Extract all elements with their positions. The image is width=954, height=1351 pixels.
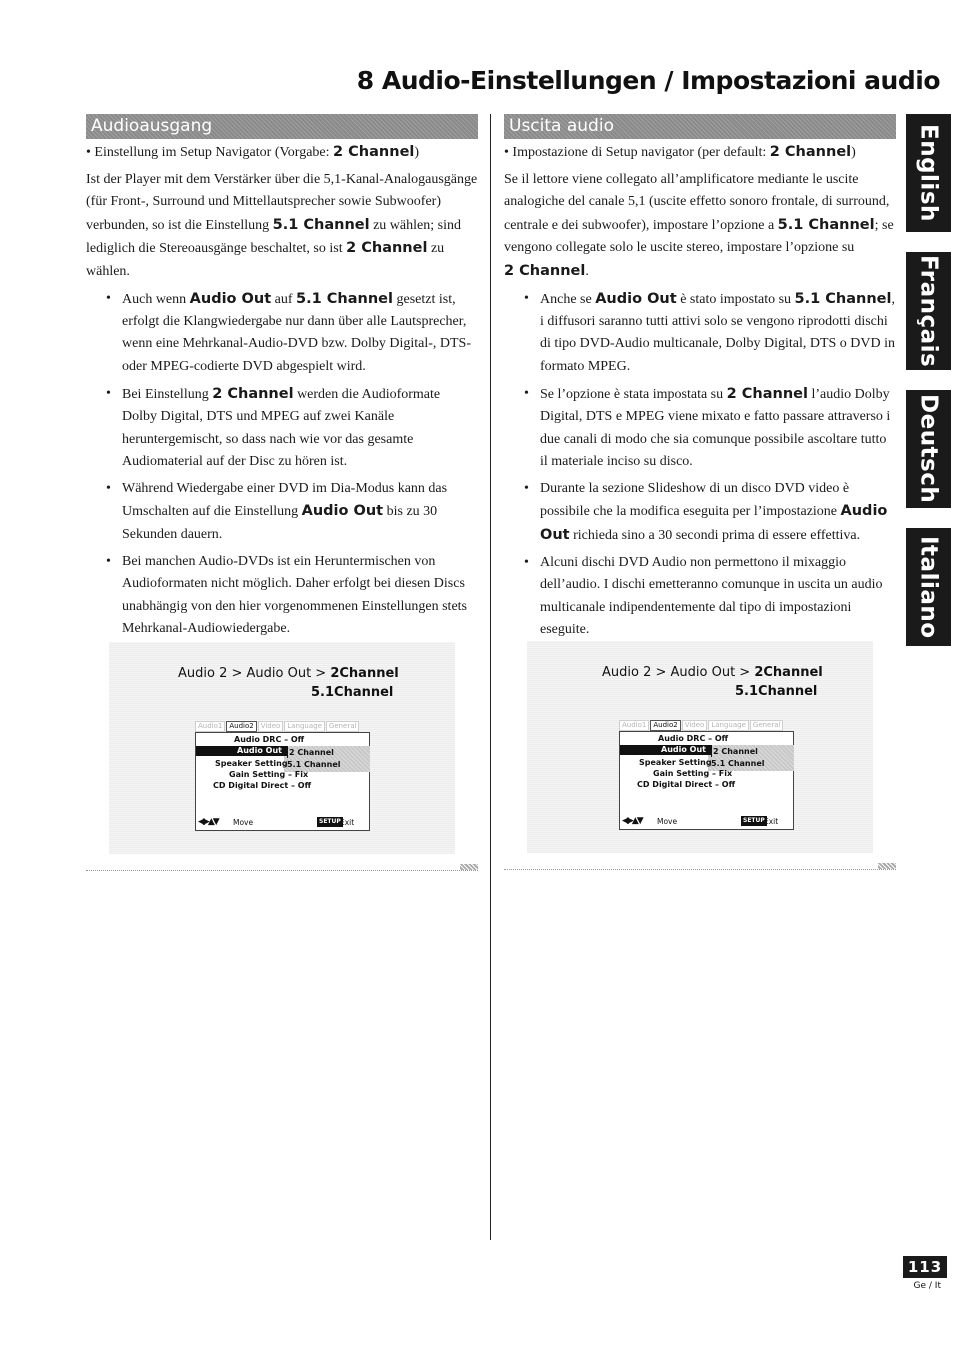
osd-path-option: 5.1Channel: [735, 684, 818, 699]
side-tab-label: English: [915, 124, 942, 222]
para-text: .: [585, 263, 589, 279]
intro-default: 2 Channel: [333, 144, 415, 160]
osd-menu: [619, 731, 794, 830]
side-tab-english: [906, 114, 951, 232]
setup-key-icon: SETUP: [319, 818, 341, 825]
osd-menu: [195, 732, 370, 831]
osd-tabs: [619, 720, 794, 731]
osd-option-panel: [708, 745, 794, 771]
para-text: zu wählen; sind lediglich die Stereoausgänge beschaltet, so ist: [86, 217, 461, 257]
para-text: Se il lettore viene collegato all’amplificatore mediante le uscite analogiche del canale 5,1 (uscite effetto sonoro frontale, di surround, centrale e dei subwoofer), impostare l’opzione a: [504, 172, 890, 233]
intro-paragraph: [86, 169, 478, 283]
page-title: 8 Audio-Einstellungen / Impostazioni audio: [356, 66, 940, 95]
tab-audio1: Audio1: [195, 721, 225, 732]
osd-path-text: Audio 2 > Audio Out >: [178, 666, 331, 681]
bullet-text: , i diffusori saranno tutti attivi solo se vengono riprodotti dischi di tipo DVD-Audio multicanale, Dolby Digital, DTS o DVD in formato MPEG.: [540, 291, 896, 374]
osd-illustration: [109, 642, 455, 854]
bullet-term: Audio Out: [595, 290, 677, 307]
osd-menu-path: [178, 666, 399, 681]
tab-general: General: [750, 720, 784, 731]
para-text: Ist der Player mit dem Verstärker über die 5,1-Kanal-Analogausgänge (für Front-, Surround und Mittellautsprecher sowie Subwoofer) verbunden, so ist die Einstellung: [86, 172, 478, 233]
page-number: 113: [903, 1256, 947, 1278]
osd-menu-item: Audio DRC – Off: [234, 735, 305, 744]
column-divider: [490, 114, 491, 1240]
intro-default: 2 Channel: [769, 144, 852, 160]
section-end-rule: [504, 869, 896, 870]
tab-language: Language: [284, 721, 325, 732]
bullet-text: Während Wiedergabe einer DVD im Dia-Modus kann das Umschalten auf die Einstellung: [122, 481, 448, 520]
bullet-list: [504, 288, 896, 642]
intro-line: [504, 141, 896, 164]
osd-option: 2 Channel: [713, 747, 758, 756]
osd-exit-label: Exit: [340, 818, 355, 827]
osd-menu-item-selected: Audio Out: [620, 745, 712, 755]
bullet-text: gesetzt ist, erfolgt die Klangwiedergabe nur dann über alle Lautsprecher, wenn eine Mehrkanal-Audio-DVD bzw. Dolby Digital-, DTS- oder MPEG-codierte DVD abgespielt wird.: [122, 291, 472, 374]
para-option-51: 5.1 Channel: [777, 216, 875, 233]
tab-language: Language: [708, 720, 749, 731]
osd-tabs: [195, 721, 370, 732]
bullet-term: Audio Out: [189, 290, 272, 307]
para-text: zu wählen.: [86, 241, 445, 279]
right-column: [504, 114, 896, 646]
osd-option: 5.1 Channel: [287, 760, 341, 769]
bullet-term: Audio Out: [540, 503, 888, 543]
para-text: ; se vengono collegate solo le uscite stereo, impostare l’opzione su: [504, 217, 894, 256]
section-end-rule: [86, 870, 478, 871]
bullet-text: è stato impostato su: [676, 291, 795, 307]
side-tab-label: Français: [915, 254, 942, 368]
side-tab-francais: [906, 252, 951, 370]
osd-path-option: 2Channel: [330, 666, 399, 681]
osd-path-option: 5.1Channel: [311, 685, 394, 700]
osd-menu-path: [602, 665, 823, 680]
bullet-text: Bei Einstellung: [122, 386, 213, 402]
intro-line: [86, 141, 478, 164]
bullet-term: 2 Channel: [726, 385, 808, 402]
tab-general: General: [326, 721, 360, 732]
osd-footer: [197, 817, 368, 828]
para-option-2ch: 2 Channel: [346, 240, 428, 257]
osd-footer: [621, 816, 792, 827]
osd-menu-item-selected: Audio Out: [196, 746, 288, 756]
osd-menu-item: Gain Setting – Fix: [229, 770, 309, 779]
osd-menu-item: Speaker Setting: [639, 758, 712, 767]
right-body-text: [504, 141, 896, 642]
bullet-text: Alcuni dischi DVD Audio non permettono il mixaggio dell’audio. I dischi emetteranno comunque in uscita un audio multicanale indipendentemente dal tipo di impostazioni eseguite.: [540, 554, 883, 638]
section-end-mark: [460, 864, 478, 870]
bullet-text: werden die Audioformate Dolby Digital, DTS und MPEG auf zwei Kanäle heruntergemischt, so dass nach wie vor das gesamte Audiomaterial auf der Disc zu hören ist.: [122, 386, 441, 470]
side-tab-deutsch: [906, 390, 951, 508]
osd-option-panel: [284, 746, 370, 772]
bullet-list: [86, 288, 478, 641]
list-item: [504, 552, 896, 642]
osd-menu-item: Audio DRC – Off: [658, 734, 729, 743]
bullet-text: Durante la sezione Slideshow di un disco DVD video è possibile che la modifica eseguita per l’impostazione: [540, 481, 850, 520]
para-option-2ch: 2 Channel: [504, 262, 586, 279]
intro-text: • Impostazione di Setup navigator (per default:: [504, 145, 770, 160]
osd-move-label: Move: [657, 817, 678, 826]
side-tab-label: Italiano: [915, 535, 942, 639]
bullet-term: 2 Channel: [212, 385, 294, 402]
bullet-text: bis zu 30 Sekunden dauern.: [122, 504, 438, 542]
list-item: [86, 383, 478, 474]
tab-audio1: Audio1: [619, 720, 649, 731]
left-body-text: [86, 141, 478, 641]
osd-menu-item: Speaker Setting: [215, 759, 288, 768]
para-option-51: 5.1 Channel: [272, 216, 370, 233]
intro-text: • Einstellung im Setup Navigator (Vorgabe:: [86, 145, 334, 160]
left-column: [86, 114, 478, 645]
bullet-term: 5.1 Channel: [296, 290, 393, 307]
tab-audio2: Audio2: [650, 720, 680, 731]
bullet-text: l’audio Dolby Digital, DTS e MPEG viene mixato e fatto passare attraverso i due canali di modo che sia comunque possibile ascoltare tutto il materiale inciso su disco.: [540, 386, 891, 470]
list-item: [86, 288, 478, 379]
osd-menu-item: CD Digital Direct – Off: [637, 780, 736, 789]
list-item: [504, 478, 896, 547]
osd-option: 2 Channel: [289, 748, 334, 757]
bullet-text: richieda sino a 30 secondi prima di essere effettiva.: [569, 527, 861, 543]
arrow-keys-icon: ◀▶▲▼: [622, 816, 642, 826]
osd-screen: [195, 721, 370, 831]
page-language-code: Ge / It: [913, 1281, 941, 1291]
intro-paragraph: [504, 169, 896, 283]
tab-audio2: Audio2: [226, 721, 256, 732]
bullet-term: 5.1 Channel: [794, 290, 892, 307]
section-heading-audioausgang: Audioausgang: [86, 114, 478, 139]
arrow-keys-icon: ◀▶▲▼: [198, 817, 218, 827]
bullet-text: auf: [271, 291, 297, 307]
osd-illustration: [527, 641, 873, 853]
osd-move-label: Move: [233, 818, 254, 827]
list-item: [504, 383, 896, 474]
tab-video: Video: [258, 721, 284, 732]
osd-menu-item: CD Digital Direct – Off: [213, 781, 312, 790]
side-tab-label: Deutsch: [915, 394, 942, 504]
osd-exit-label: Exit: [764, 817, 779, 826]
osd-path-option: 2Channel: [754, 665, 823, 680]
list-item: [86, 478, 478, 546]
osd-screen: [619, 720, 794, 830]
osd-option: 5.1 Channel: [711, 759, 765, 768]
bullet-term: Audio Out: [301, 503, 384, 520]
section-end-mark: [878, 863, 896, 869]
bullet-text: Se l’opzione è stata impostata su: [540, 386, 727, 402]
bullet-text: Bei manchen Audio-DVDs ist ein Heruntermischen von Audioformaten nicht möglich. Daher erfolgt bei diesen Discs unabhängig von den hier vorgenommenen Einstellungen stets Mehrkanal-Audiowiedergabe.: [122, 553, 468, 637]
intro-close: ): [414, 145, 420, 160]
bullet-text: Auch wenn: [122, 291, 190, 307]
osd-menu-item: Gain Setting – Fix: [653, 769, 733, 778]
setup-key-icon: SETUP: [743, 817, 765, 824]
list-item: [86, 551, 478, 641]
section-heading-uscita-audio: Uscita audio: [504, 114, 896, 139]
tab-video: Video: [682, 720, 708, 731]
intro-close: ): [851, 145, 856, 160]
list-item: [504, 288, 896, 379]
side-tab-italiano: [906, 528, 951, 646]
osd-path-text: Audio 2 > Audio Out >: [602, 665, 755, 680]
bullet-text: Anche se: [540, 291, 596, 307]
